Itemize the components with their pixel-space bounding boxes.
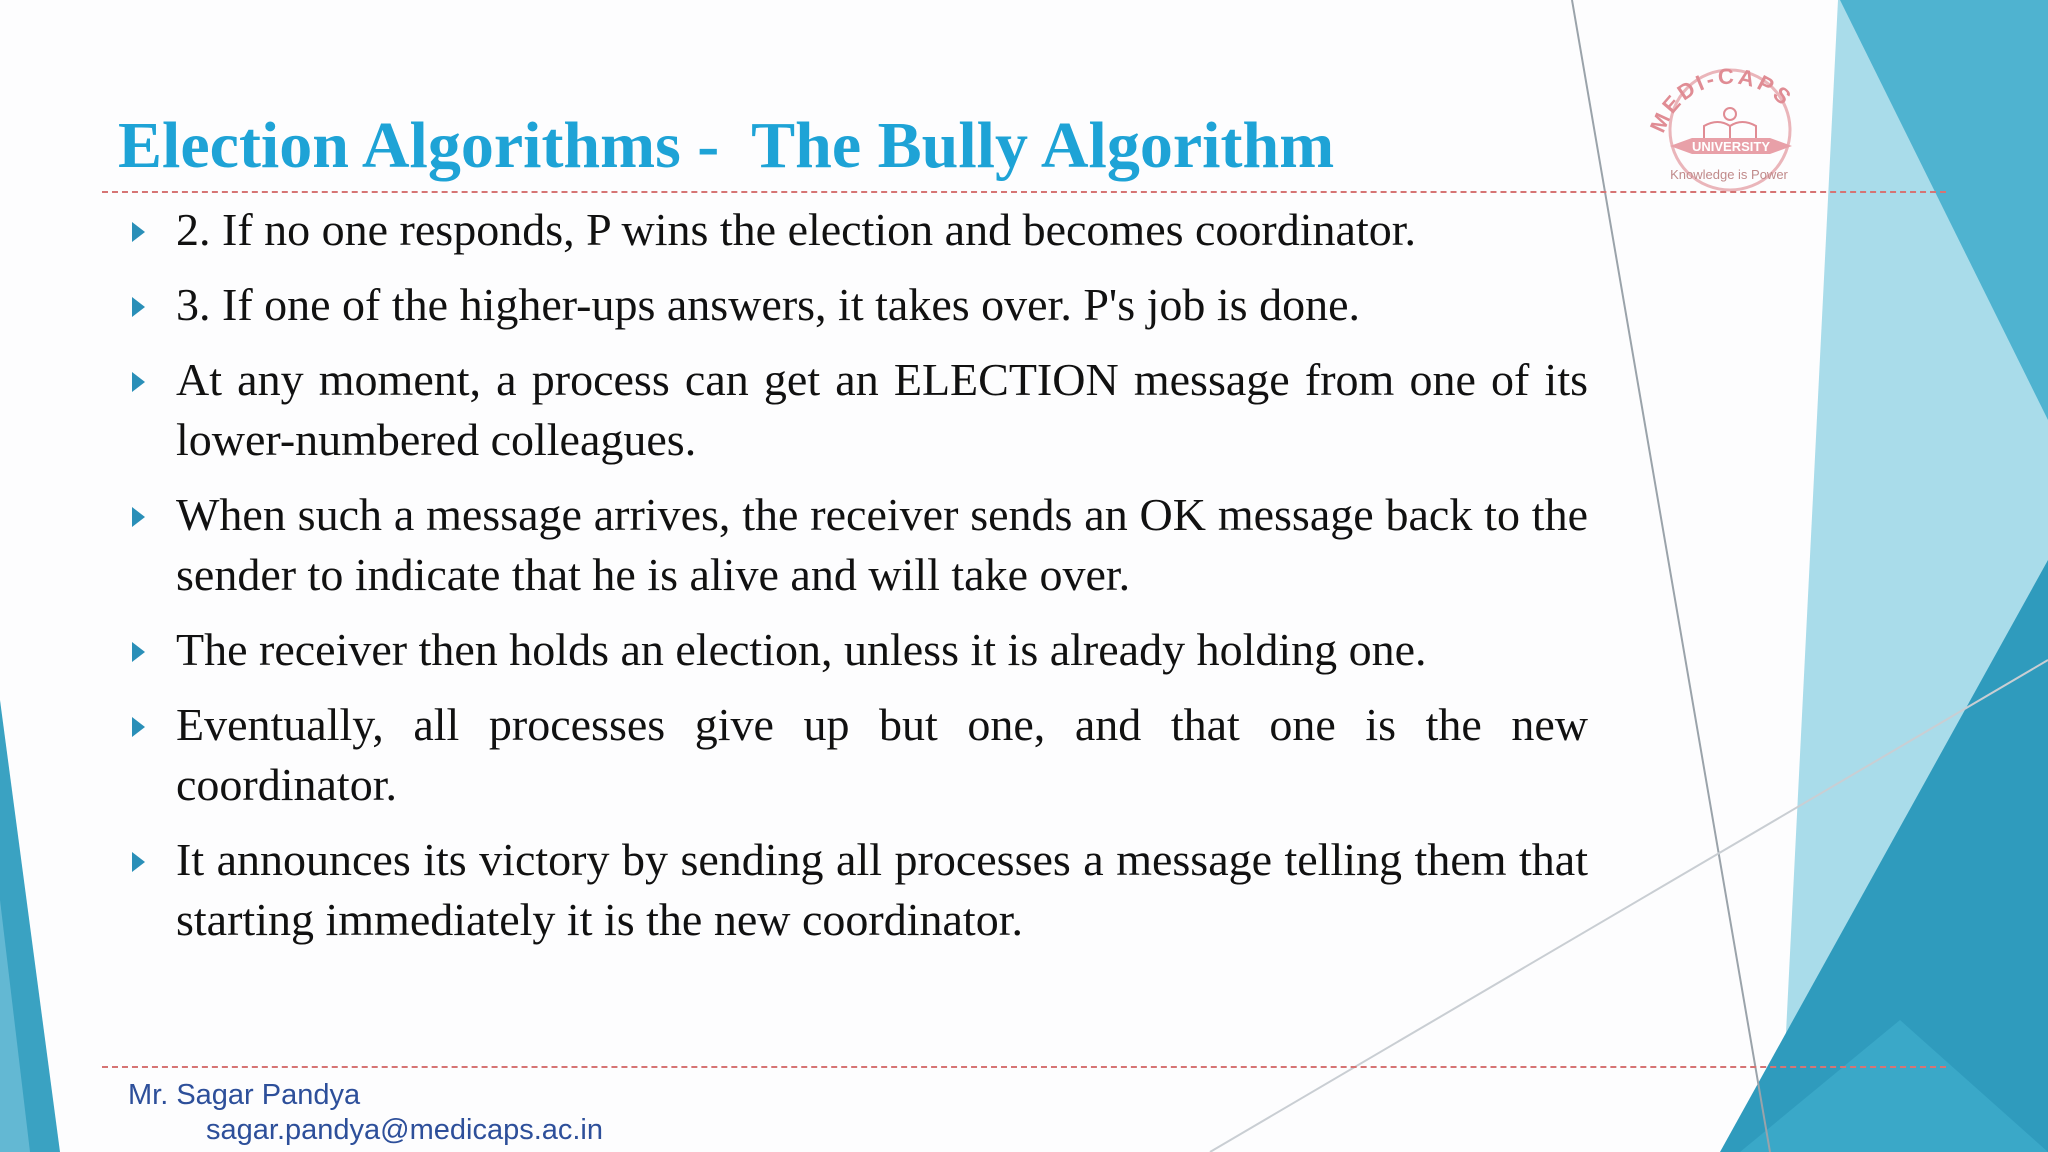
- bullet-item: [130, 200, 1588, 260]
- bullet-text: It announces its victory by sending all processes a message telling them that starting immediately it is the new coordinator.: [176, 834, 1588, 945]
- bullet-arrow-icon: [132, 642, 145, 662]
- bullet-text: Eventually, all processes give up but one, and that one is the new coordinator.: [176, 699, 1588, 810]
- bullet-text: At any moment, a process can get an ELECTION message from one of its lower-numbered colleagues.: [176, 354, 1588, 465]
- bullet-arrow-icon: [132, 717, 145, 737]
- bullet-arrow-icon: [132, 297, 145, 317]
- bullet-text: When such a message arrives, the receiver sends an OK message back to the sender to indicate that he is alive and will take over.: [176, 489, 1588, 600]
- bullet-arrow-icon: [132, 507, 145, 527]
- bullet-text: The receiver then holds an election, unless it is already holding one.: [176, 624, 1427, 675]
- svg-text:MEDI-CAPS: MEDI-CAPS: [1644, 63, 1799, 137]
- footer-divider: [102, 1066, 1946, 1068]
- bullet-arrow-icon: [132, 222, 145, 242]
- bullet-item: [130, 485, 1588, 605]
- bullet-item: [130, 620, 1588, 680]
- bullet-text: 2. If no one responds, P wins the election and becomes coordinator.: [176, 204, 1417, 255]
- bullet-item: [130, 350, 1588, 470]
- footer-author: Mr. Sagar Pandya: [128, 1079, 361, 1111]
- bullet-text: 3. If one of the higher-ups answers, it takes over. P's job is done.: [176, 279, 1360, 330]
- title-divider: [102, 191, 1946, 193]
- svg-text:UNIVERSITY: UNIVERSITY: [1691, 139, 1771, 154]
- slide-title: Election Algorithms - The Bully Algorithm: [118, 109, 1335, 182]
- footer-email: sagar.pandya@medicaps.ac.in: [206, 1114, 604, 1146]
- logo-tagline: Knowledge is Power: [1670, 167, 1788, 182]
- bullet-item: [130, 275, 1588, 335]
- medicaps-logo: [1622, 34, 1836, 194]
- bullet-item: [130, 830, 1588, 950]
- bullet-item: [130, 695, 1588, 815]
- bullet-arrow-icon: [132, 852, 145, 872]
- bullet-list: [130, 200, 1588, 965]
- bullet-arrow-icon: [132, 372, 145, 392]
